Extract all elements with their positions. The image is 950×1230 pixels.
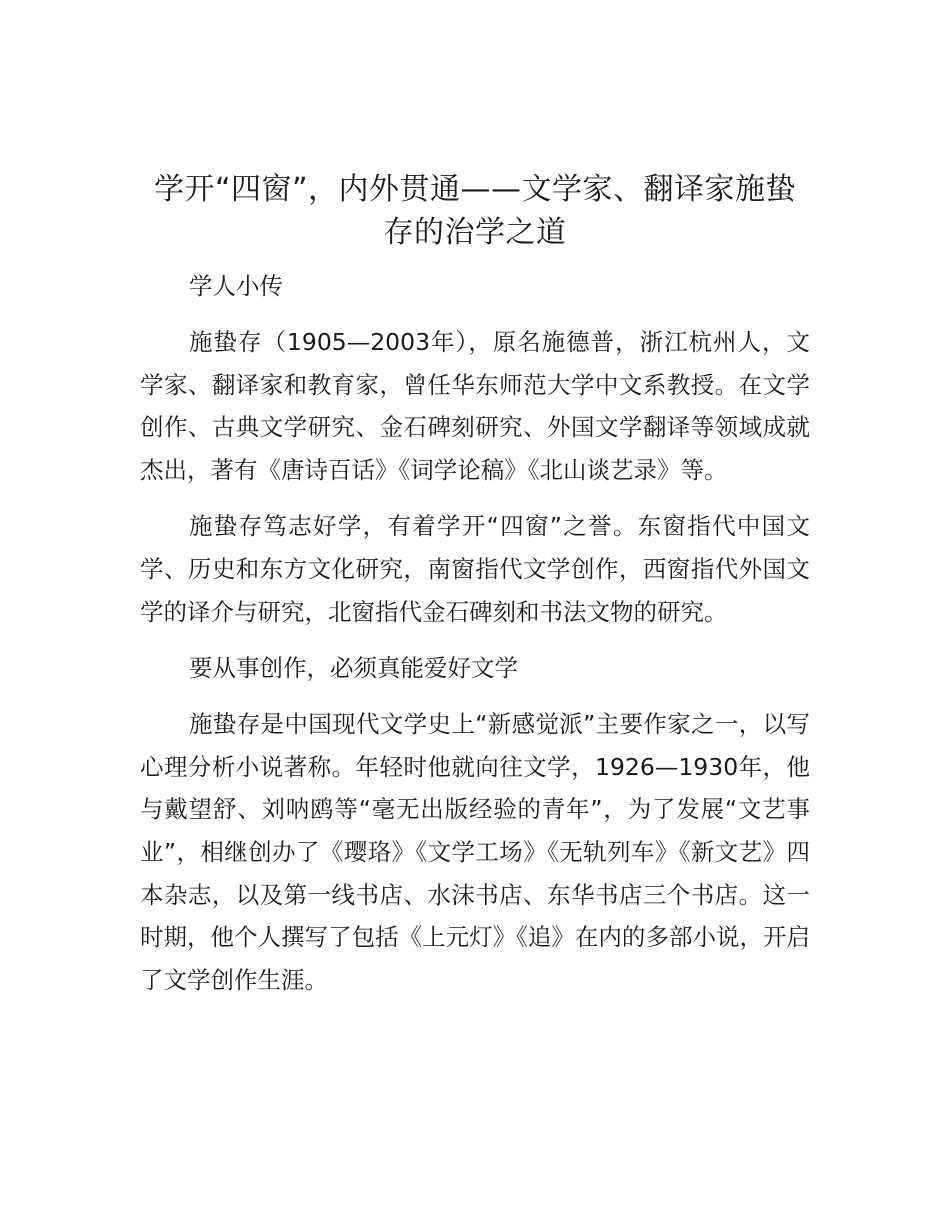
section-heading-biography: 学人小传 (189, 272, 283, 300)
document-page (140, 168, 810, 1015)
paragraph-biography: 施蛰存（1905—2003年），原名施德普，浙江杭州人，文学家、翻译家和教育家，曾任华东师范大学中文系教授。在文学创作、古典文学研究、金石碑刻研究、外国文学翻译等领域成就杰出，著有《唐诗百话》《词学论稿》《北山谈艺录》等。 (140, 328, 810, 484)
paragraph-four-windows: 施蛰存笃志好学，有着学开“四窗”之誉。东窗指代中国文学、历史和东方文化研究，南窗指代文学创作，西窗指代外国文学的译介与研究，北窗指代金石碑刻和书法文物的研究。 (140, 512, 810, 626)
page-title: 学开“四窗”，内外贯通——文学家、翻译家施蛰存的治学之道 (153, 172, 797, 250)
section-heading-creation: 要从事创作，必须真能爱好文学 (189, 654, 518, 683)
paragraph-creation: 施蛰存是中国现代文学史上“新感觉派”主要作家之一，以写心理分析小说著称。年轻时他就向往文学，1926—1930年，他与戴望舒、刘呐鸥等“毫无出版经验的青年”，为了发展“文艺事业”，相继创办了《璎珞》《文学工场》《无轨列车》《新文艺》四本杂志，以及第一线书店、水沫书店、东华书店三个书店。这一时期，他个人撰写了包括《上元灯》《追》在内的多部小说，开启了文学创作生涯。 (140, 710, 810, 994)
